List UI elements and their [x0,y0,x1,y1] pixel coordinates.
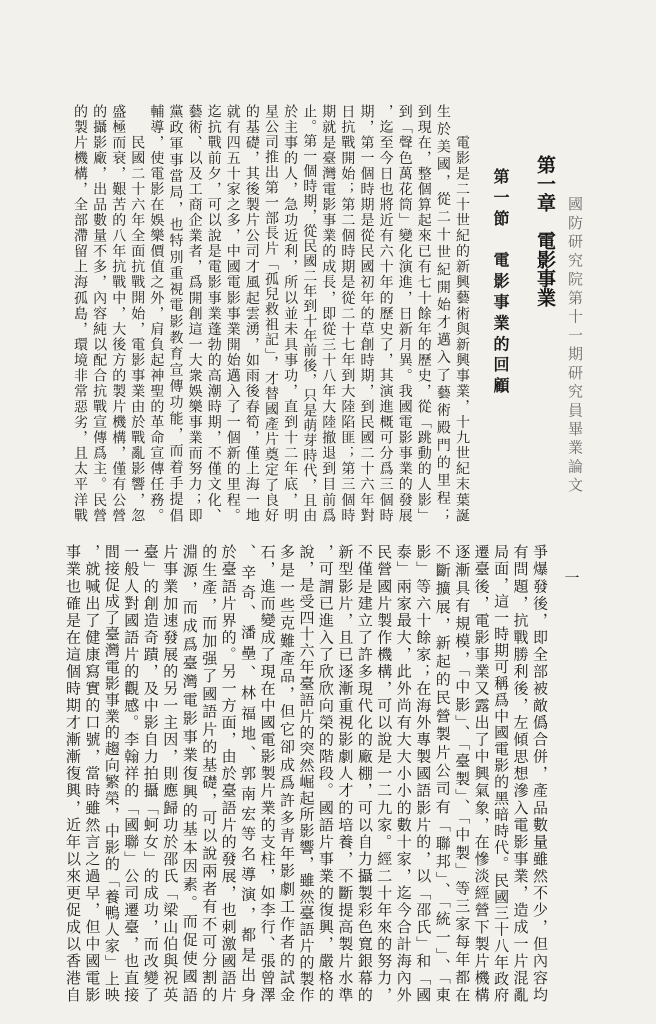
text-column: 黨政軍事當局，也特別重視電影教育宣傳功能，而着手提倡 [167,104,184,522]
text-column: 爭爆發後，即全部被敵僞合併，產品數量雖然不少，但內容均 [531,544,549,1002]
text-column: 一般人對國語片的觀感。李翰祥的「國聯」公司遷臺，也直接 [122,544,141,1002]
text-column: 生於美國，從二十世紀開始才邁入了藝術殿門的里程； [434,104,451,522]
text-column: 輔導，使電影在娛樂價值之外，肩負起神聖的革命宣傳任務。 [148,104,165,522]
text-column: 的製片機構，全部滯留上海孤島，環境非常惡劣，且太平洋戰 [72,104,88,522]
text-column: 藝術、以及工商企業者，爲開創這一大衆娛樂事業而努力；即 [186,104,203,522]
running-header: 國防研究院第十一期研究員畢業論文 [566,196,584,492]
text-column: 就有四五十家之多，中國電影事業開始邁入了一個新的里程。 [224,104,241,522]
text-column: 到現在，整個算起來已有七十餘年的歷史，從「跳動的人影」 [415,104,432,522]
text-column: 局面，這一時期可稱爲中國電影的黑暗時代。民國三十八年政府 [492,544,511,1002]
text-column: 電影是二十世紀的新興藝術與新興事業，十九世紀末葉誕 [454,135,470,522]
text-column: ，迄至今日也將近有六十年的歷史了，其演進概可分爲三個時 [377,104,394,522]
text-column: 、辛奇、潘壘、林福地、郭南宏等名導演，都是出身 [239,544,258,1002]
chapter-title: 第一章 電影事業 [534,155,556,307]
text-column: 說，是受四十六年臺語片的突然崛起所影響，雖然臺語片的製作 [297,544,316,1002]
text-column: 有問題，抗戰勝利後，左傾思想滲入電影事業，造成一片混亂 [511,544,530,1002]
text-column: 盛極而衰，艱苦的八年抗戰中，大後方的製片機構，僅有公營 [110,104,127,522]
text-column: 間接促成了臺灣電影事業的趨向繁榮，中影的「養鴨人家」上映 [102,544,121,1002]
text-column: 於臺語片界的。另一方面，由於臺語片的發展，也刺激國語片 [219,544,238,1002]
text-column: 的基礎，其後製片公司才風起雲湧，如雨後春筍，僅上海一地 [243,104,260,522]
page-number: 一 [564,569,580,587]
text-column: 期就是臺灣電影事業的成長，即從三十八年大陸撤退到目前爲 [320,104,337,522]
text-column: 石，進而變成了現在中國電影製片業的支柱，如李行、張曾澤 [258,544,277,1002]
text-column: 多是一些克難產品，但它卻成爲許多青年影劇工作者的試金 [278,544,296,1002]
text-column: ，可謂已進入了欣欣向榮的階段。國語片事業的復興，嚴格的 [316,544,335,1002]
text-column: 事業也確是在這個時期才漸漸復興，近年以來更促成以香港自 [64,544,82,1002]
text-column: 片事業加速發展的另一主因，則應歸功於邵氏「梁山伯與祝英 [161,544,180,1002]
text-column: 止。第一個時期，從民國二年到十年前後，只是萌芽時代，且由 [301,104,318,522]
text-column: 日抗戰開始；第二個時期是從二十七年到大陸陷匪；第三個時 [339,104,356,522]
text-column: 逐漸具有規模，「中影」、「臺製」、「中製」等三家每年都在 [453,544,472,1002]
text-column: 臺」的創造奇蹟，及中影自力拍攝「蚵女」的成功，而改變了 [141,544,160,1002]
text-column: 淵源，而成爲臺灣電影事業復興的基本因素。而促使國語 [180,544,199,1002]
text-column: 民國二十六年全面抗戰開始，電影事業由於戰亂影響，忽 [129,135,146,522]
text-column: 不僅是建立了許多現代化的廠棚，可以自力攝製彩色寬銀幕的 [355,544,374,1002]
text-column: 影」等六十餘家；在海外專製國語影片的，以「邵氏」和「國 [414,544,433,1002]
text-column: 期，第一個時期是從民國初年的草創時期，到民國二十六年對 [358,104,375,522]
text-column: 新型影片，且已逐漸重視影劇人才的培養，不斷提高製片水準 [336,544,355,1002]
section-title: 第一節 電影事業的回顧 [491,168,510,393]
text-column: 星公司推出第一部長片「孤兒救祖記」，才替國產片奠定了良好 [263,104,279,522]
text-column: 的生產，而加强了國語片的基礎，可以說兩者有不可分割的 [200,544,219,1002]
text-column: 迄抗戰前夕，可以說是電影事業蓬勃的高潮時期，不僅文化、 [205,104,222,522]
text-column: 民營國片製作機構，可以說是一二九家。經二十年來的努力， [375,544,394,1002]
text-column: 遷臺後，電影事業又露出了中興氣象，在慘淡經營下製片機構 [472,544,491,1002]
text-column: 不斷擴展，新起的民營製片公司有「聯邦」、「統一」、「東 [433,544,452,1002]
text-column: 於主事的人，急功近利，所以並未具事功，直到十二年底，明 [282,104,299,522]
text-column: 到「聲色萬花筒」變化演進，日新月異。我國電影事業的發展 [396,104,413,522]
text-column: 泰」兩家最大，此外尚有大大小小的數十家，迄今合計海內外 [394,544,413,1002]
text-column: 的攝影廠，出品數量不多，內容純以配合抗戰宣傳爲主。民營 [91,104,108,522]
text-column: ，就喊出了健康寫實的口號，當時雖然言之過早，但中國電影 [83,544,102,1002]
